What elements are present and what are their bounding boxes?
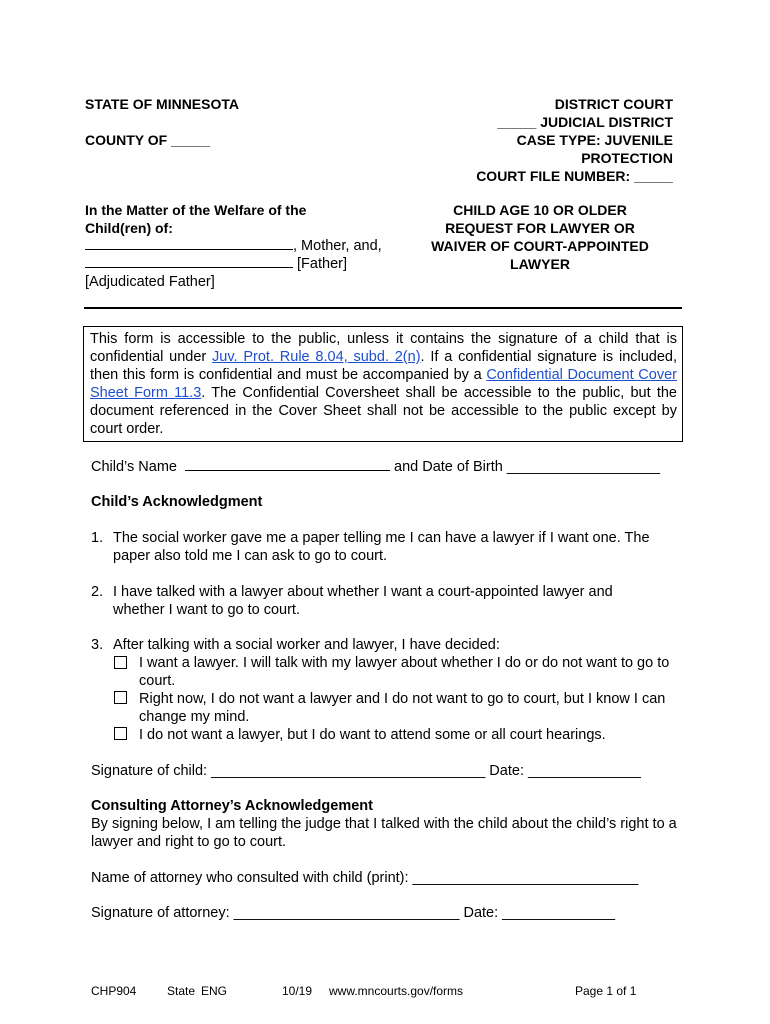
- option-1-label: I want a lawyer. I will talk with my lawyer about whether I do or do not want to go to court.: [139, 655, 670, 689]
- date-of-birth-label: and Date of Birth ___________________: [394, 459, 661, 475]
- footer-page-number: Page 1 of 1: [575, 984, 637, 998]
- header-divider: [84, 307, 682, 309]
- case-type-label: CASE TYPE: JUVENILE: [516, 132, 673, 148]
- attorney-acknowledgment-text: By signing below, I am telling the judge that I talked with the child about the child’s right to a lawyer and right to go to court.: [91, 816, 677, 850]
- acknowledgment-item-2: I have talked with a lawyer about whether I want a court-appointed lawyer and whether I want to go to court.: [113, 584, 613, 618]
- acknowledgment-item-1: The social worker gave me a paper telling me I can have a lawyer if I want one. The paper also told me I can ask to go to court.: [113, 530, 650, 564]
- form-title: [405, 201, 675, 273]
- attorney-acknowledgment-heading: Consulting Attorney’s Acknowledgement: [91, 798, 373, 814]
- attorney-signature-line[interactable]: Signature of attorney: ____________________________ Date: ______________: [91, 905, 616, 921]
- father-label: [Father]: [293, 256, 347, 272]
- court-label: DISTRICT COURT: [554, 96, 673, 112]
- notice-text-1: This form is accessible to the public, unless it contains the signature of a child that is confidential under: [90, 331, 677, 365]
- footer-date: 10/19: [282, 984, 313, 998]
- option-1-checkbox[interactable]: [114, 656, 127, 669]
- mother-line: [85, 237, 382, 255]
- juv-prot-rule-link[interactable]: Juv. Prot. Rule 8.04, subd. 2(n): [212, 349, 421, 365]
- footer-language: ENG: [201, 984, 228, 998]
- acknowledgment-item-3: After talking with a social worker and lawyer, I have decided:: [113, 637, 500, 653]
- confidentiality-notice: [83, 326, 683, 442]
- county-label: COUNTY OF _____: [85, 132, 211, 148]
- child-info-line: [91, 458, 660, 476]
- case-type-label-2: PROTECTION: [581, 150, 673, 166]
- child-acknowledgment-heading: Child’s Acknowledgment: [91, 494, 263, 510]
- court-block: [373, 95, 673, 185]
- mother-label: , Mother, and,: [293, 238, 382, 254]
- child-signature-line[interactable]: Signature of child: __________________________________ Date: ______________: [91, 763, 641, 779]
- father-line: [85, 255, 347, 273]
- title-line-2: REQUEST FOR LAWYER OR: [445, 220, 635, 236]
- item-number-1: 1.: [91, 530, 104, 546]
- mother-name-blank[interactable]: [85, 237, 293, 250]
- notice-text-2: . If a confidential signature is included, then this form is confidential and must be accompanied by a: [90, 349, 678, 383]
- adjudicated-father-label: [Adjudicated Father]: [85, 274, 215, 290]
- cover-sheet-link[interactable]: Confidential Document Cover Sheet Form 11.3: [90, 367, 677, 401]
- judicial-district-label: _____ JUDICIAL DISTRICT: [497, 114, 673, 130]
- state-label: STATE OF MINNESOTA: [85, 96, 239, 112]
- option-3-label: I do not want a lawyer, but I do want to attend some or all court hearings.: [139, 727, 606, 743]
- option-2-checkbox[interactable]: [114, 691, 127, 704]
- footer-url[interactable]: www.mncourts.gov/forms: [329, 984, 464, 998]
- option-3-checkbox[interactable]: [114, 727, 127, 740]
- child-name-label: Child’s Name: [91, 459, 177, 475]
- matter-line-2: Child(ren) of:: [85, 220, 173, 236]
- footer-state: State: [167, 984, 196, 998]
- father-name-blank[interactable]: [85, 255, 293, 268]
- title-line-1: CHILD AGE 10 OR OLDER: [453, 202, 627, 218]
- item-number-3: 3.: [91, 637, 104, 653]
- title-line-4: LAWYER: [510, 256, 570, 272]
- option-2-label: Right now, I do not want a lawyer and I do not want to go to court, but I know I can change my mind.: [139, 691, 666, 725]
- notice-text-3: . The Confidential Coversheet shall be accessible to the public, but the document referenced in the Cover Sheet shall not be accessible to the public except by court order.: [90, 385, 677, 437]
- footer-form-id: CHP904: [91, 984, 137, 998]
- title-line-3: WAIVER OF COURT-APPOINTED: [431, 238, 649, 254]
- child-name-blank[interactable]: [185, 458, 390, 471]
- attorney-name-line[interactable]: Name of attorney who consulted with child (print): ____________________________: [91, 870, 639, 886]
- item-number-2: 2.: [91, 584, 104, 600]
- matter-line-1: In the Matter of the Welfare of the: [85, 202, 307, 218]
- court-file-number-label: COURT FILE NUMBER: _____: [476, 168, 673, 184]
